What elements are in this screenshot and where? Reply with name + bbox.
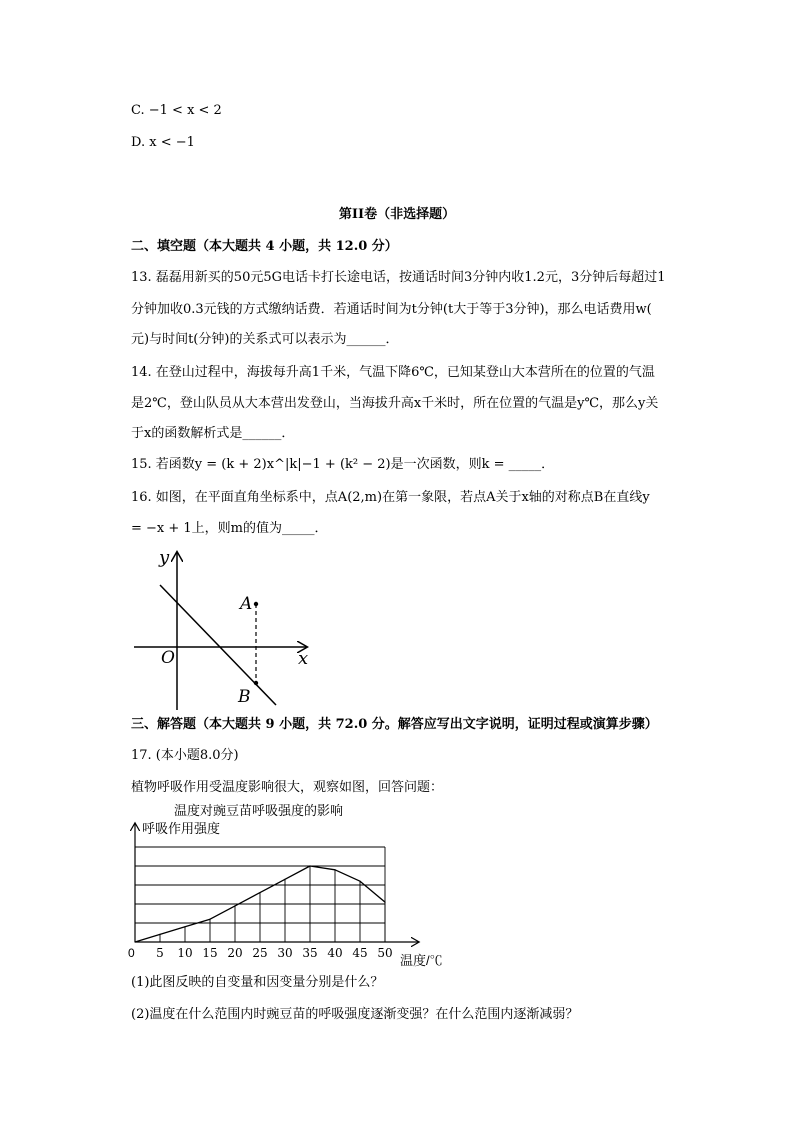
chart-data-point <box>259 892 260 893</box>
chart-data-point <box>234 905 235 906</box>
q16-figure <box>130 545 320 715</box>
q17-header: 17. (本小题8.0分) <box>131 748 239 763</box>
chart-origin-label: 0 <box>128 946 135 960</box>
point-a <box>254 602 258 606</box>
q13-line1: 13. 磊磊用新买的50元5G电话卡打长途电话，按通话时间3分钟内收1.2元，3分钟后每超过1 <box>131 270 666 285</box>
chart-x-tick-label: 5 <box>156 946 164 960</box>
x-axis-label: x <box>298 648 309 669</box>
y-axis-label: y <box>159 547 170 568</box>
respiration-chart <box>122 799 452 969</box>
chart-xlabel: 温度/℃ <box>400 953 443 968</box>
chart-data-point <box>184 926 185 927</box>
chart-x-tick-label: 40 <box>327 946 343 960</box>
q13-line2: 分钟加收0.3元钱的方式缴纳话费．若通话时间为t分钟(t大于等于3分钟)，那么电话费用w( <box>131 302 652 317</box>
chart-x-tick-label: 15 <box>202 946 218 960</box>
chart-x-tick-label: 35 <box>302 946 318 960</box>
chart-data-point <box>359 881 360 882</box>
fill-blank-heading: 二、填空题（本大题共 4 小题，共 12.0 分） <box>131 239 398 254</box>
chart-x-tick-label: 10 <box>177 946 193 960</box>
chart-data-point <box>384 902 385 903</box>
answer-heading: 三、解答题（本大题共 9 小题，共 72.0 分。解答应写出文字说明，证明过程或演算步骤） <box>131 717 658 732</box>
q15-line1: 15. 若函数y = (k + 2)x^|k|−1 + (k² − 2)是一次函数，则k = _____． <box>131 457 555 472</box>
q17-sub1: (1)此图反映的自变量和因变量分别是什么？ <box>131 975 384 990</box>
chart-x-tick-label: 25 <box>252 946 268 960</box>
q14-line2: 是2℃，登山队员从大本营出发登山，当海拔升高x千米时，所在位置的气温是y℃，那么y关 <box>131 396 659 411</box>
q14-line1: 14. 在登山过程中，海拔每升高1千米，气温下降6℃，已知某登山大本营所在的位置的气温 <box>131 365 655 380</box>
chart-data-point <box>159 934 160 935</box>
option-c: C. −1 < x < 2 <box>131 103 222 118</box>
q16-line2: = −x + 1上，则m的值为_____． <box>131 521 328 536</box>
option-d: D. x < −1 <box>131 135 195 150</box>
chart-title: 温度对豌豆苗呼吸强度的影响 <box>174 803 344 818</box>
q14-line3: 于x的函数解析式是______． <box>131 426 295 441</box>
section-title: 第II卷（非选择题） <box>338 207 456 222</box>
point-a-label: A <box>240 594 253 614</box>
chart-x-tick-label: 30 <box>277 946 293 960</box>
point-b <box>254 681 258 685</box>
origin-label: O <box>161 648 175 668</box>
q17-sub2: (2)温度在什么范围内时豌豆苗的呼吸强度逐渐变强？在什么范围内逐渐减弱？ <box>131 1007 579 1022</box>
chart-data-point <box>334 869 335 870</box>
point-b-label: B <box>238 687 251 707</box>
chart-data-point <box>209 919 210 920</box>
q17-intro: 植物呼吸作用受温度影响很大，观察如图，回答问题： <box>131 780 444 795</box>
chart-data-point <box>309 865 310 866</box>
chart-x-tick-label: 50 <box>377 946 393 960</box>
chart-x-tick-label: 45 <box>352 946 368 960</box>
q16-line1: 16. 如图，在平面直角坐标系中，点A(2,m)在第一象限，若点A关于x轴的对称点B在直线y <box>131 490 650 505</box>
chart-x-tick-label: 20 <box>227 946 243 960</box>
chart-data-point <box>284 879 285 880</box>
chart-ylabel: 呼吸作用强度 <box>142 821 221 836</box>
q13-line3: 元)与时间t(分钟)的关系式可以表示为______． <box>131 332 399 347</box>
